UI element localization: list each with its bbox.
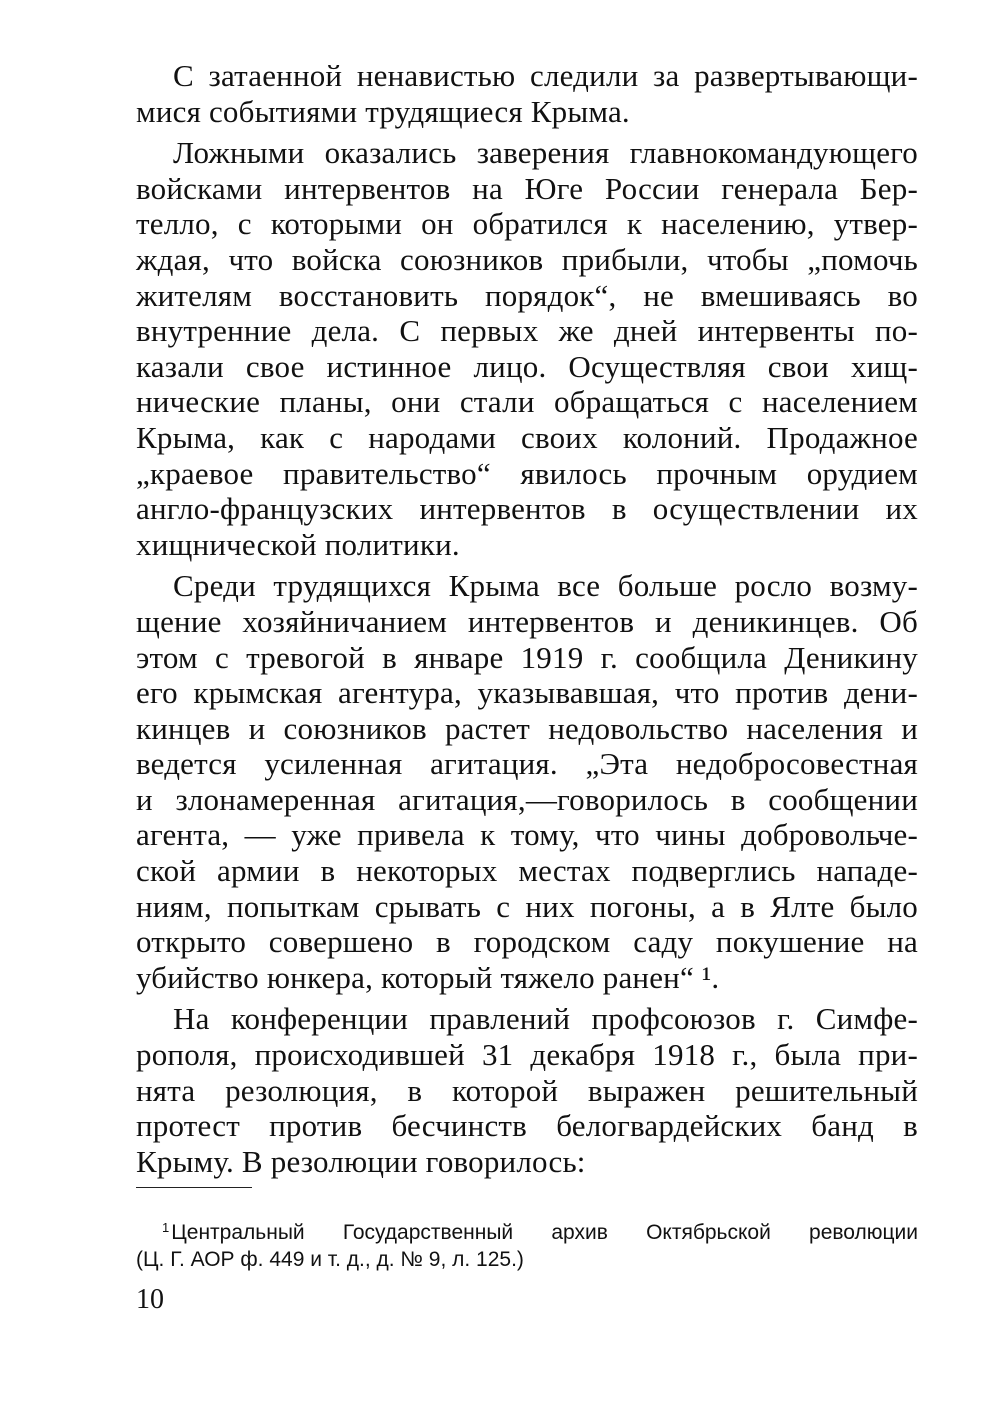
- text-line: С затаенной ненавистью следили за развертывающи-: [173, 58, 918, 93]
- page-number: 10: [136, 1284, 164, 1315]
- text-line: „краевое правительство“ явилось прочным орудием: [136, 455, 918, 491]
- text-line: кинцев и союзников растет недовольство населения и: [136, 710, 918, 746]
- text-line: щение хозяйничанием интервентов и деникинцев. Об: [136, 603, 918, 639]
- paragraph-3: [136, 568, 918, 995]
- text-line: ниям, попыткам срывать с них погоны, а в Ялте было: [136, 888, 918, 924]
- paragraph-1: [136, 58, 918, 129]
- text-line: Крыма, как с народами своих колоний. Продажное: [136, 419, 918, 455]
- paragraph-4: [136, 1001, 918, 1179]
- paragraph-2: [136, 135, 918, 562]
- text-line: убийство юнкера, который тяжело ранен“ ¹.: [136, 959, 720, 995]
- text-line: нята резолюция, в которой выражен решительный: [136, 1072, 918, 1108]
- footnote-separator: [136, 1187, 252, 1188]
- text-line: этом с тревогой в январе 1919 г. сообщила Деникину: [136, 639, 918, 675]
- text-line: казали свое истинное лицо. Осуществляя свои хищ-: [136, 348, 918, 384]
- text-line: мися событиями трудящиеся Крыма.: [136, 93, 630, 129]
- text-line: войсками интервентов на Юге России генерала Бер-: [136, 170, 918, 206]
- text-line: ской армии в некоторых местах подверглись нападе-: [136, 853, 918, 889]
- text-line: Крыму. В резолюции говорилось:: [136, 1143, 586, 1179]
- text-line: рополя, происходившей 31 декабря 1918 г., была при-: [136, 1037, 918, 1073]
- text-line: нические планы, они стали обращаться с населением: [136, 384, 918, 420]
- text-line: протест против бесчинств белогвардейских банд в: [136, 1108, 918, 1144]
- text-line: ведется усиленная агитация. „Эта недобросовестная: [136, 746, 918, 782]
- text-line: На конференции правлений профсоюзов г. Симфе-: [173, 1001, 918, 1037]
- footnote-marker: 1: [162, 1220, 170, 1235]
- text-line: и злонамеренная агитация,—говорилось в сообщении: [136, 781, 918, 817]
- text-line: хищнической политики.: [136, 526, 460, 562]
- text-line: внутренние дела. С первых же дней интервенты по-: [136, 313, 918, 349]
- text-line: телло, с которыми он обратился к населению, утвер-: [136, 206, 918, 242]
- text-line: открыто совершено в городском саду покушение на: [136, 924, 918, 960]
- footnote-text: Центральный Государственный архив Октябрьской революции: [171, 1221, 918, 1244]
- text-line: агента, — уже привела к тому, что чины добровольче-: [136, 817, 918, 853]
- body-text: [136, 58, 918, 1185]
- text-line: Среди трудящихся Крыма все больше росло возму-: [173, 568, 918, 604]
- footnote-line: (Ц. Г. АОР ф. 449 и т. д., д. № 9, л. 125.): [136, 1248, 524, 1271]
- text-line: его крымская агентура, указывавшая, что против дени-: [136, 675, 918, 711]
- footnote: [136, 1212, 918, 1276]
- text-line: ждая, что войска союзников прибыли, чтобы „помочь: [136, 241, 918, 277]
- text-line: Ложными оказались заверения главнокомандующего: [173, 135, 918, 171]
- text-line: жителям восстановить порядок“, не вмешиваясь во: [136, 277, 918, 313]
- footnote-line: [136, 1212, 918, 1244]
- text-line: англо-французских интервентов в осуществлении их: [136, 491, 918, 527]
